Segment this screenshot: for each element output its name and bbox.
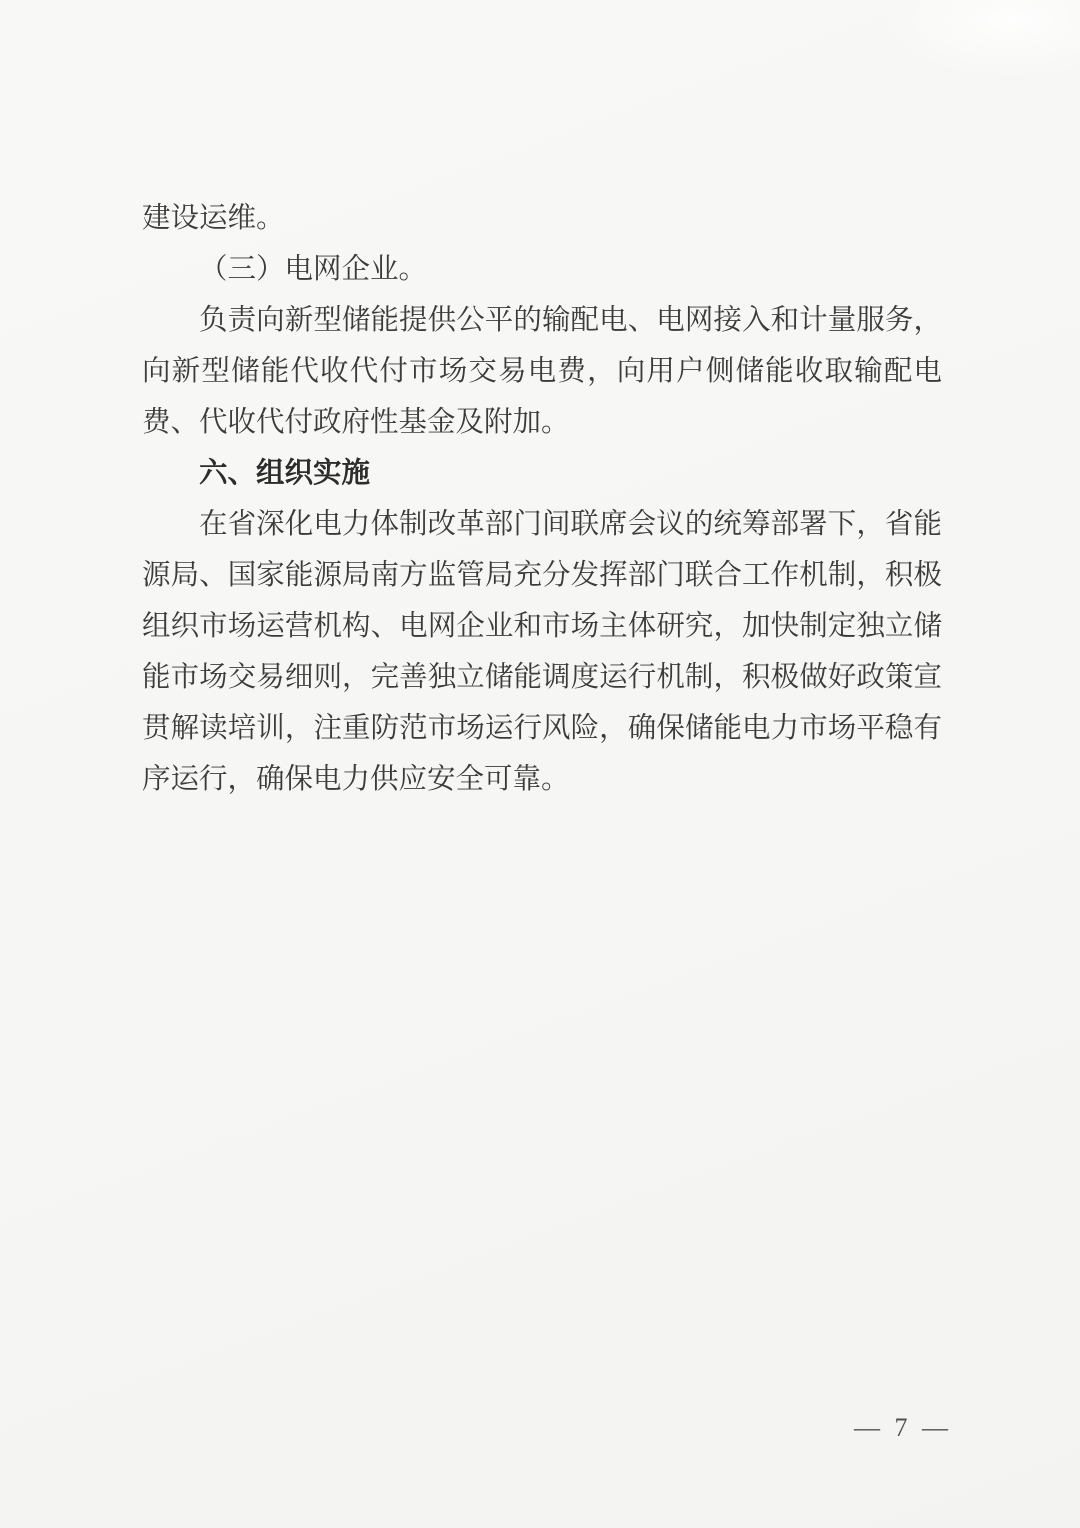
document-body [142,193,942,805]
page-number: — 7 — [854,1413,952,1442]
section-heading-organization-implementation: 六、组织实施 [199,457,371,489]
paragraph-grid-enterprise-duties: 负责向新型储能提供公平的输配电、电网接入和计量服务，向新型储能代收代付市场交易电费，向用户侧储能收取输配电费、代收代付政府性基金及附加。 [142,305,942,438]
paragraph-organization-implementation-body: 在省深化电力体制改革部门间联席会议的统筹部署下，省能源局、国家能源局南方监管局充分发挥部门联合工作机制，积极组织市场运营机构、电网企业和市场主体研究，加快制定独立储能市场交易细则，完善独立储能调度运行机制，积极做好政策宣贯解读培训，注重防范市场运行风险，确保储能电力市场平稳有序运行，确保电力供应安全可靠。 [142,509,942,795]
paragraph-subheading-grid-enterprise: （三）电网企业。 [199,254,428,285]
paragraph-continuation: 建设运维。 [142,203,285,234]
scan-glare-artifact [880,0,1080,80]
